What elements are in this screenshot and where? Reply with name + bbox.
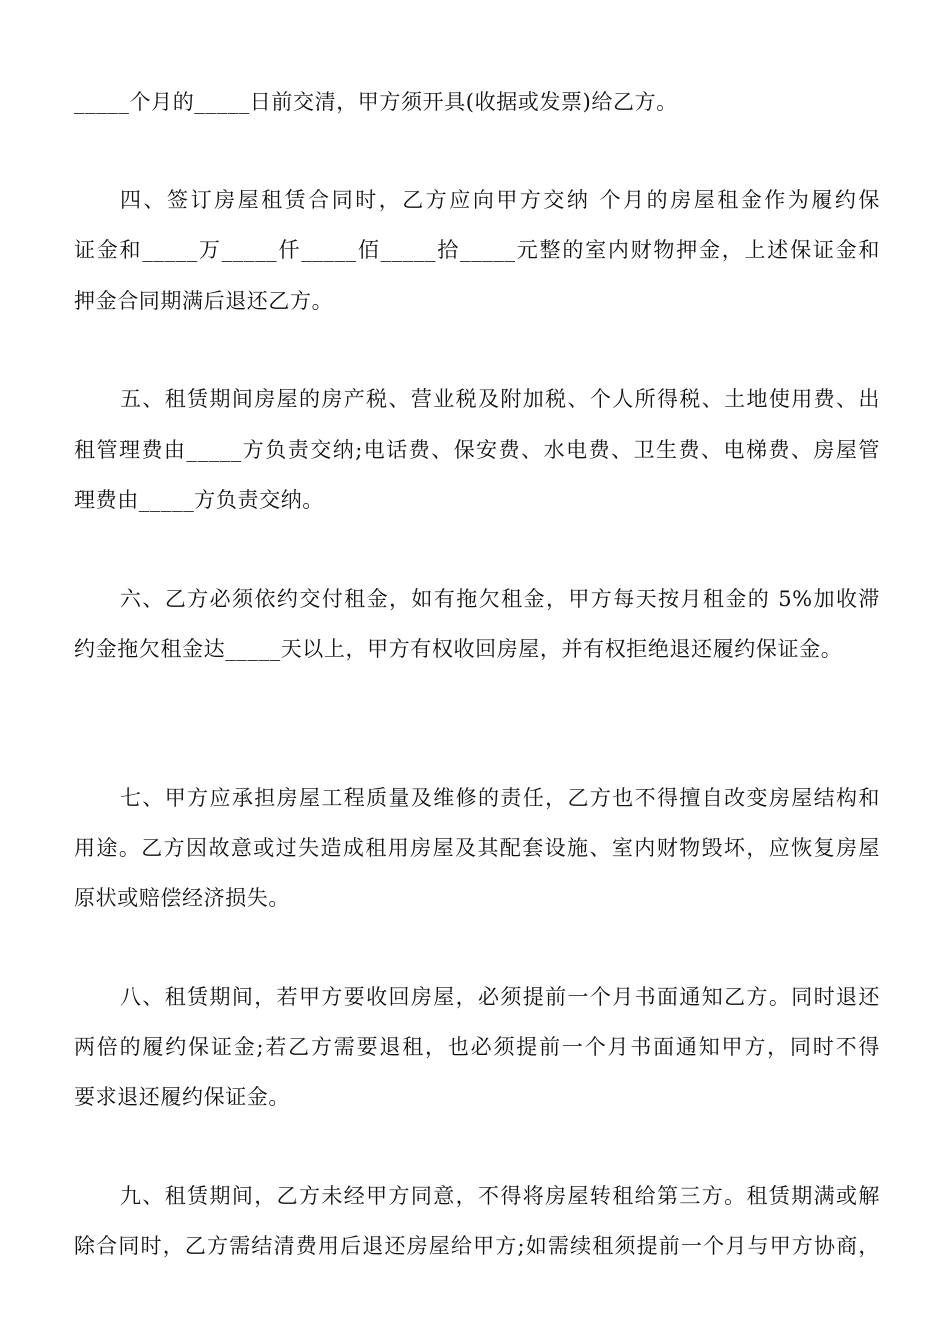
text-line: 原状或赔偿经济损失。 bbox=[74, 886, 290, 910]
text-line: 要求退还履约保证金。 bbox=[74, 1085, 290, 1109]
text-line: 四、签订房屋租赁合同时，乙方应向甲方交纳 个月的房屋租金作为履约保 bbox=[120, 188, 880, 212]
text-line: 六、乙方必须依约交付租金，如有拖欠租金，甲方每天按月租金的 5%加收滞 bbox=[120, 587, 880, 611]
text-line: 除合同时，乙方需结清费用后退还房屋给甲方;如需续租须提前一个月与甲方协商， bbox=[74, 1234, 880, 1258]
text-line: 五、租赁期间房屋的房产税、营业税及附加税、个人所得税、土地使用费、出 bbox=[120, 387, 880, 411]
text-line: 理费由_____方负责交纳。 bbox=[74, 488, 324, 512]
text-line: _____个月的_____日前交清，甲方须开具(收据或发票)给乙方。 bbox=[74, 90, 678, 114]
text-line: 约金拖欠租金达_____天以上，甲方有权收回房屋，并有权拒绝退还履约保证金。 bbox=[74, 637, 843, 661]
text-line: 八、租赁期间，若甲方要收回房屋，必须提前一个月书面通知乙方。同时退还 bbox=[120, 985, 880, 1009]
text-line: 押金合同期满后退还乙方。 bbox=[74, 289, 334, 313]
text-line: 九、租赁期间，乙方未经甲方同意，不得将房屋转租给第三方。租赁期满或解 bbox=[120, 1184, 880, 1208]
text-line: 七、甲方应承担房屋工程质量及维修的责任，乙方也不得擅自改变房屋结构和 bbox=[120, 786, 880, 810]
text-line: 两倍的履约保证金;若乙方需要退租，也必须提前一个月书面通知甲方，同时不得 bbox=[74, 1035, 880, 1059]
text-line: 证金和_____万_____仟_____佰_____拾_____元整的室内财物押金，上述保证金和 bbox=[74, 238, 880, 262]
text-line: 用途。乙方因故意或过失造成租用房屋及其配套设施、室内财物毁坏，应恢复房屋 bbox=[74, 836, 880, 860]
text-line: 租管理费由_____方负责交纳;电话费、保安费、水电费、卫生费、电梯费、房屋管 bbox=[74, 438, 880, 462]
